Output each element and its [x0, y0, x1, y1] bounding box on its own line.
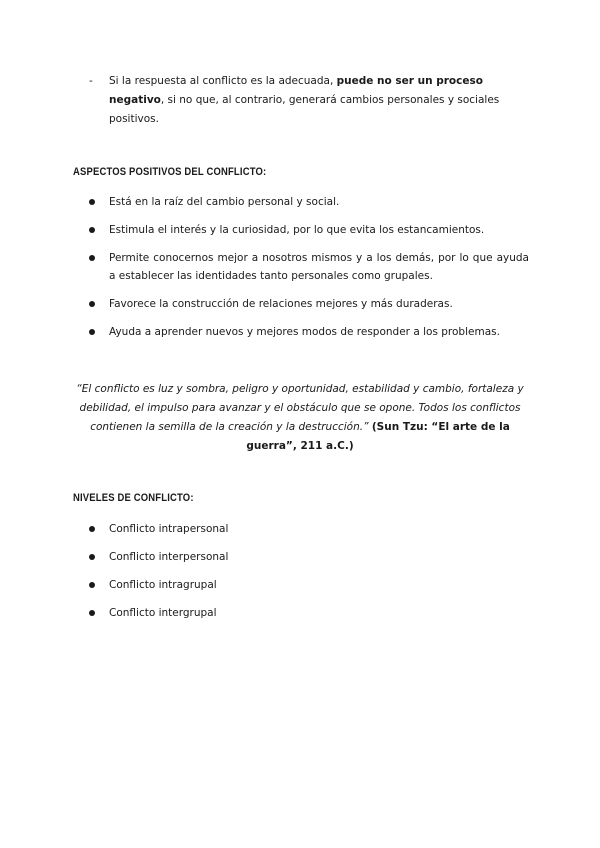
bullet-icon	[89, 227, 95, 233]
bullet-icon	[89, 526, 95, 532]
quote-block	[70, 380, 530, 456]
conflict-levels-list	[89, 520, 529, 622]
list-item-text: Conflicto intrapersonal	[109, 523, 229, 535]
list-item	[89, 323, 529, 341]
bullet-icon	[89, 255, 95, 261]
list-item-text: Conflicto intragrupal	[109, 579, 217, 591]
quote-source: (Sun Tzu: “El arte de la guerra”, 211 a.C.)	[246, 421, 510, 452]
dash-list-item	[89, 72, 509, 129]
bullet-icon	[89, 554, 95, 560]
list-item	[89, 548, 529, 566]
heading-conflict-levels: NIVELES DE CONFLICTO:	[73, 492, 194, 504]
positive-aspects-list	[89, 193, 529, 341]
list-item-text: Estimula el interés y la curiosidad, por lo que evita los estancamientos.	[109, 224, 485, 236]
list-item	[89, 249, 529, 285]
list-item	[89, 193, 529, 211]
bullet-icon	[89, 329, 95, 335]
dash-item-text-end: , si no que, al contrario, generará cambios personales y sociales positivos.	[109, 94, 500, 125]
quote-text: “El conflicto es luz y sombra, peligro y oportunidad, estabilidad y cambio, fortaleza y debilidad, el impulso para avanzar y el obstáculo que se opone. Todos los conflictos contienen la semilla de la creación y la destrucción.”	[76, 383, 524, 433]
list-item	[89, 604, 529, 622]
bullet-icon	[89, 199, 95, 205]
list-item-text: Conflicto intergrupal	[109, 607, 217, 619]
dash-item-text	[109, 72, 509, 129]
list-item	[89, 520, 529, 538]
dash-marker: -	[89, 75, 93, 87]
list-item-text: Ayuda a aprender nuevos y mejores modos de responder a los problemas.	[109, 326, 500, 338]
list-item	[89, 576, 529, 594]
dash-item-bold-text: puede no ser un proceso negativo	[109, 75, 483, 106]
list-item-text: Permite conocernos mejor a nosotros mismos y a los demás, por lo que ayuda a establecer las identidades tanto personales como grupales.	[109, 252, 529, 282]
bullet-icon	[89, 582, 95, 588]
list-item	[89, 295, 529, 313]
bullet-icon	[89, 301, 95, 307]
heading-positive-aspects: ASPECTOS POSITIVOS DEL CONFLICTO:	[73, 166, 267, 178]
dash-item-text-start: Si la respuesta al conflicto es la adecuada,	[109, 75, 337, 87]
list-item-text: Está en la raíz del cambio personal y social.	[109, 196, 340, 208]
list-item	[89, 221, 529, 239]
bullet-icon	[89, 610, 95, 616]
list-item-text: Conflicto interpersonal	[109, 551, 229, 563]
list-item-text: Favorece la construcción de relaciones mejores y más duraderas.	[109, 298, 453, 310]
